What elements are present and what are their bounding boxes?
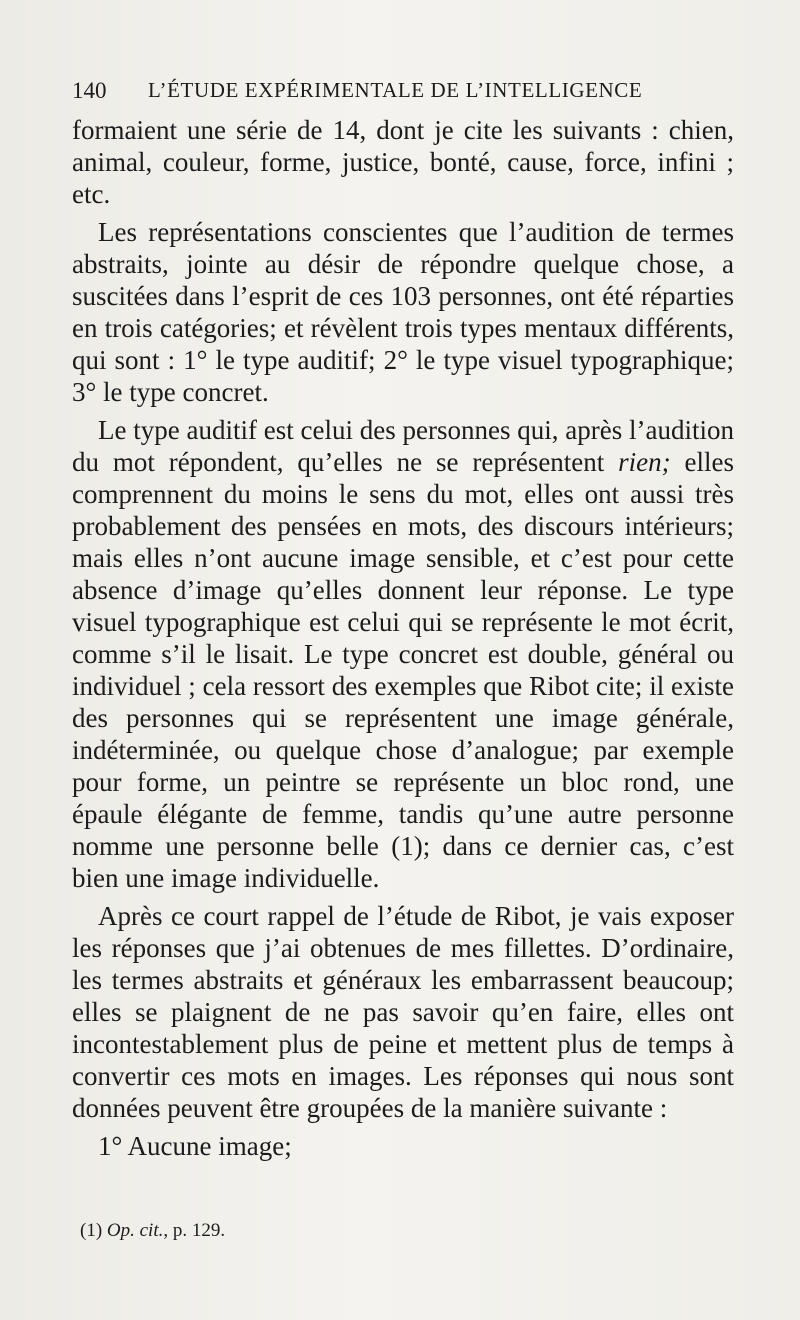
page-header xyxy=(72,78,732,112)
paragraph-2: Les représentations conscientes que l’audition de termes abstraits, jointe au désir de répondre quelque chose, a suscitées dans l’esprit de ces 103 personnes, ont été réparties en trois catégories; et révèlent trois types mentaux différents, qui sont : 1° le type auditif; 2° le type visuel typographique; 3° le type concret. xyxy=(72,217,734,407)
footnote xyxy=(80,1220,720,1242)
footnote-marker: (1) xyxy=(80,1220,103,1241)
paragraph-3 xyxy=(72,414,734,894)
footnote-page-ref: , p. 129. xyxy=(163,1220,226,1241)
running-title: L’ÉTUDE EXPÉRIMENTALE DE L’INTELLIGENCE xyxy=(148,78,643,102)
paragraph-1: formaient une série de 14, dont je cite les suivants : chien, animal, couleur, forme, justice, bonté, cause, force, infini ; etc. xyxy=(72,115,734,209)
footnote-source: Op. cit. xyxy=(106,1220,164,1241)
paragraph-3-start: Le type auditif est celui des personnes qui, après l’audition du mot répondent, qu’elles ne se représentent xyxy=(72,415,734,477)
paragraph-3-end: elles comprennent du moins le sens du mot, elles ont aussi très probablement des pensées en mots, des discours intérieurs; mais elles n’ont aucune image sensible, et c’est pour cette absence d’image qu’elles donnent leur réponse. Le type visuel typographique est celui qui se représente le mot écrit, comme s’il le lisait. Le type concret est double, général ou individuel ; cela ressort des exemples que Ribot cite; il existe des personnes qui se représentent une image générale, indéterminée, ou quelque chose d’analogue; par exemple pour forme, un peintre se représente un bloc rond, une épaule élégante de femme, tandis qu’une autre personne nomme une personne belle (1); dans ce dernier cas, c’est bien une image individuelle. xyxy=(72,447,734,893)
paragraph-4: Après ce court rappel de l’étude de Ribot, je vais exposer les réponses que j’ai obtenues de mes fillettes. D’ordinaire, les termes abstraits et généraux les embarrassent beaucoup; elles se plaignent de ne pas savoir qu’en faire, elles ont incontestablement plus de peine et mettent plus de temps à convertir ces mots en images. Les réponses qui nous sont données peuvent être groupées de la manière suivante : xyxy=(72,901,734,1123)
paragraph-5: 1° Aucune image; xyxy=(98,1131,292,1161)
body-text xyxy=(72,114,734,1162)
paragraph-3-emphasis: rien; xyxy=(618,447,671,477)
page-number: 140 xyxy=(72,78,107,103)
